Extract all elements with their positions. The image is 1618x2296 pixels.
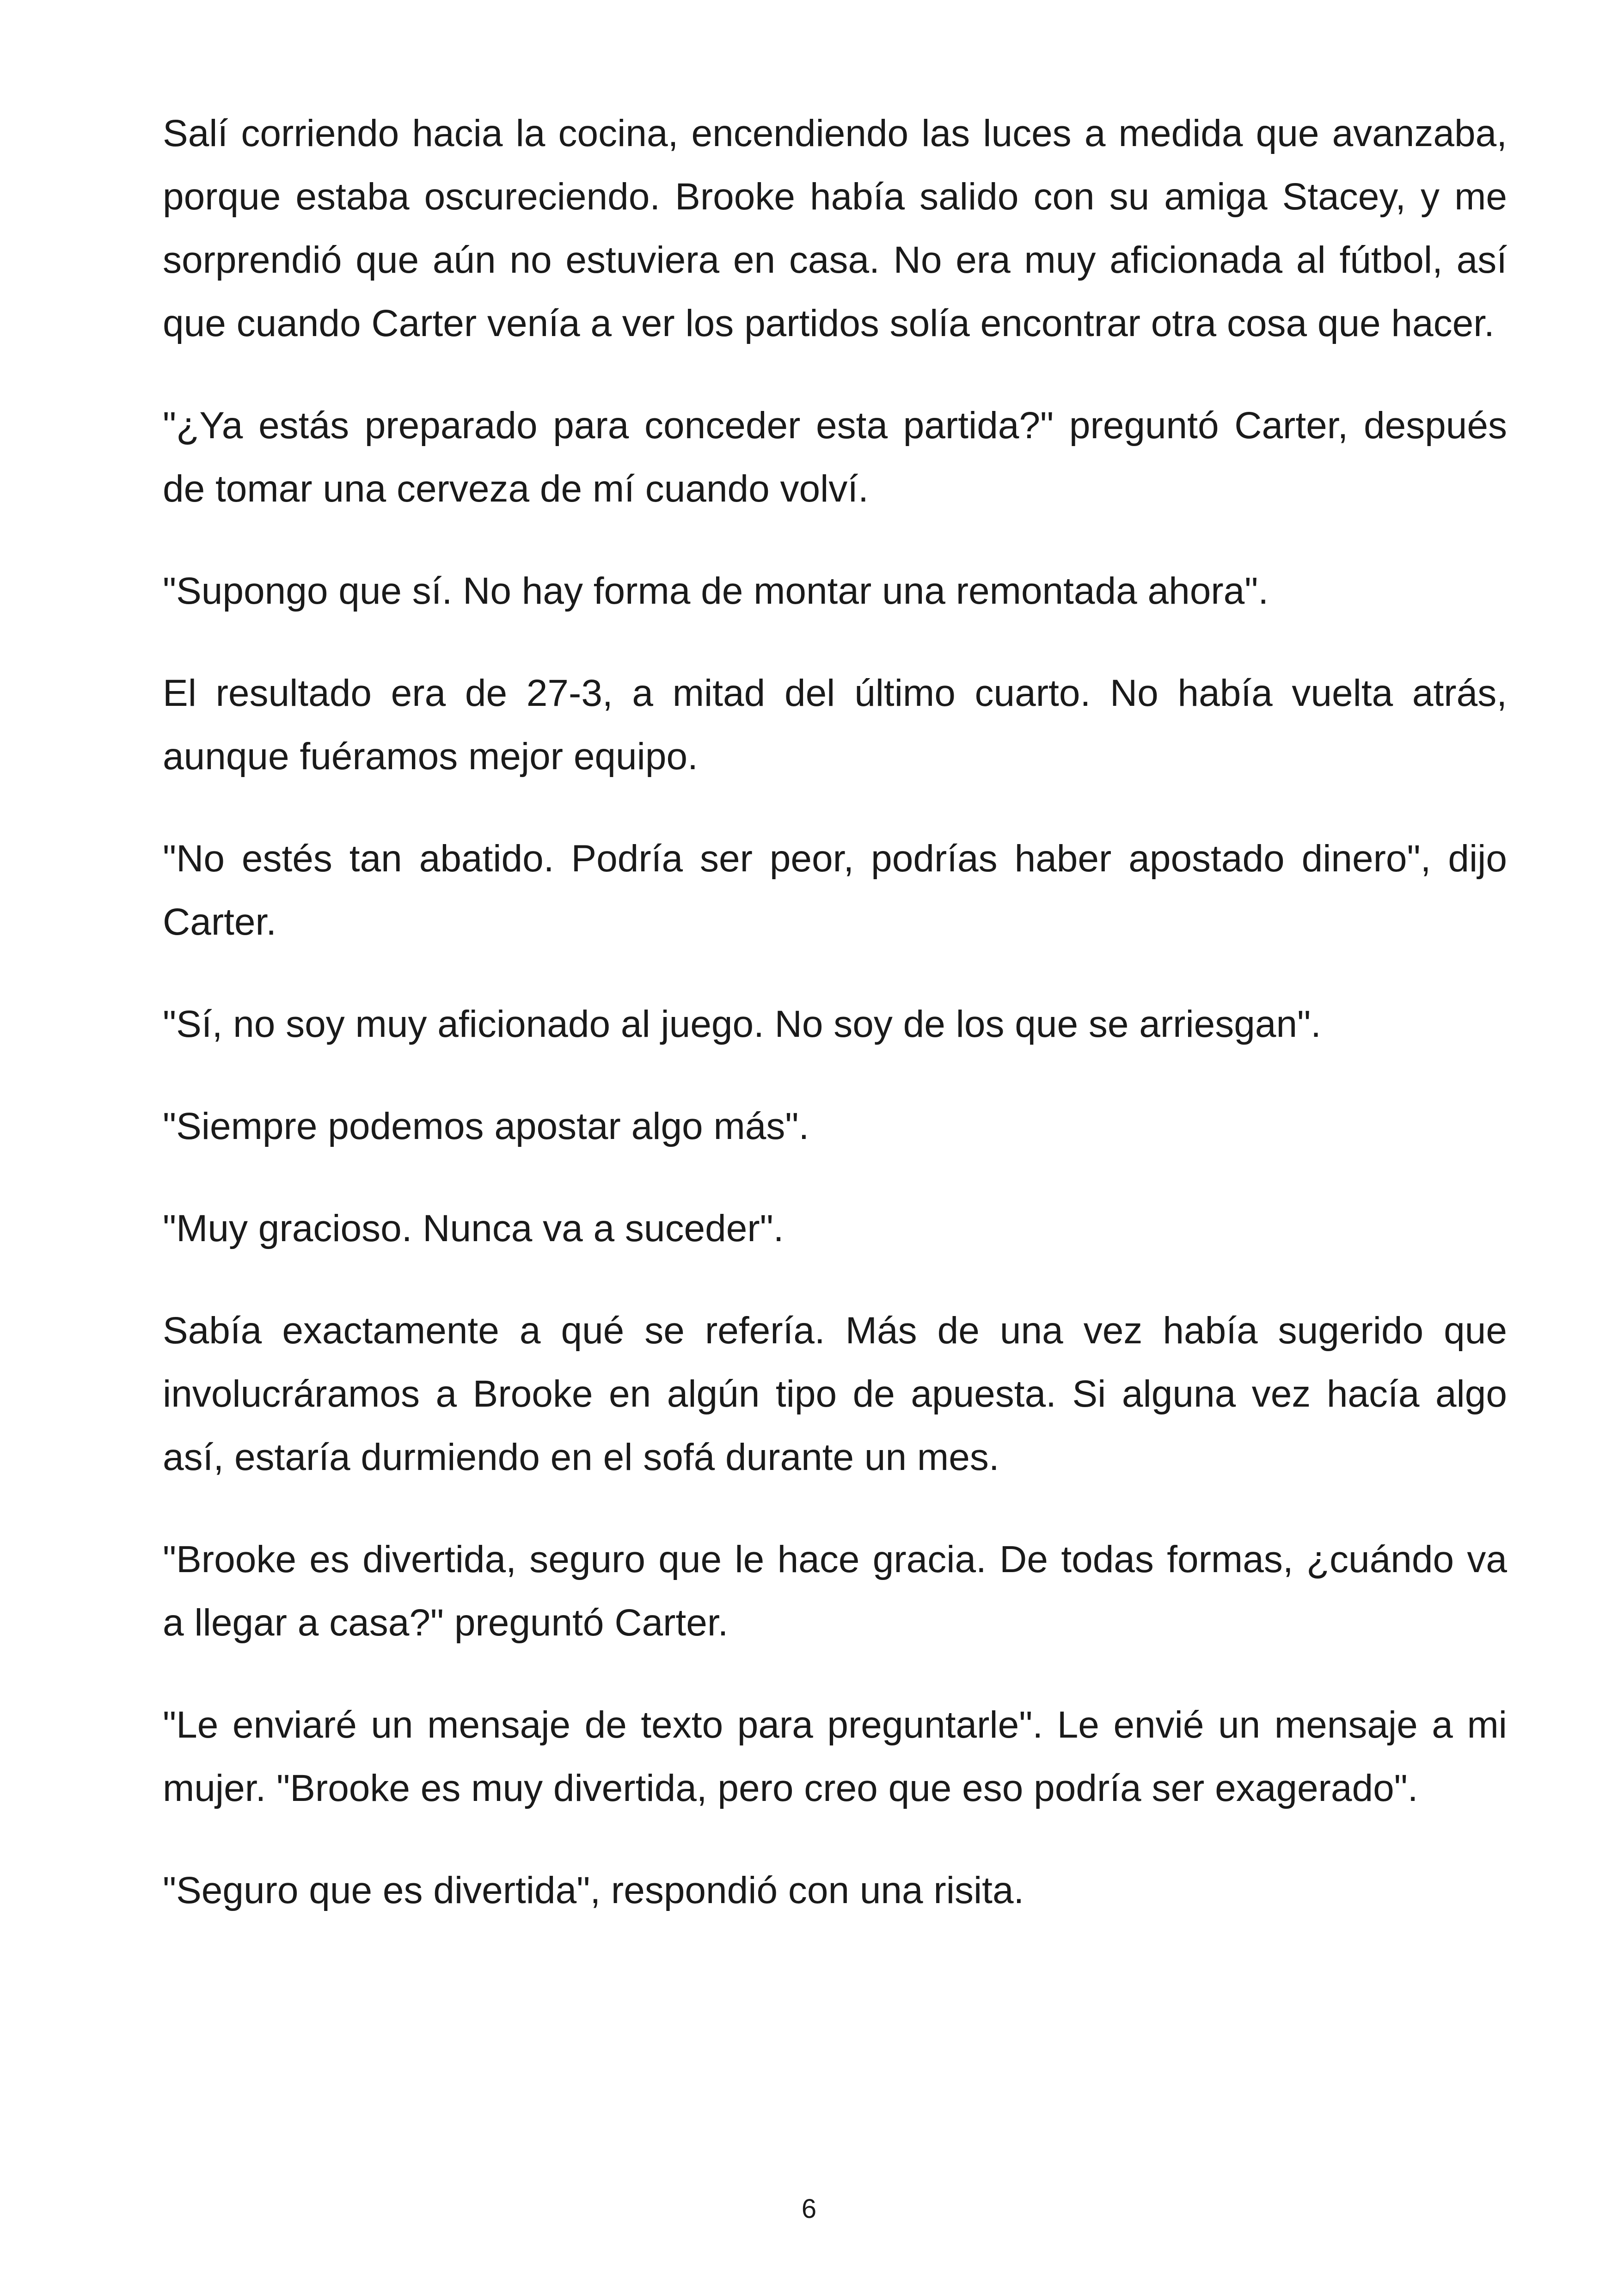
paragraph: El resultado era de 27-3, a mitad del último cuarto. No había vuelta atrás, aunque fuéramos mejor equipo.: [163, 672, 1507, 778]
paragraph: "¿Ya estás preparado para conceder esta partida?" preguntó Carter, después de tomar una cerveza de mí cuando volví.: [163, 404, 1507, 510]
paragraph: "Le enviaré un mensaje de texto para preguntarle". Le envié un mensaje a mi mujer. "Brooke es muy divertida, pero creo que eso podría ser exagerado".: [163, 1704, 1507, 1809]
paragraph: "Seguro que es divertida", respondió con una risita.: [163, 1869, 1024, 1911]
page-number: 6: [801, 2194, 817, 2224]
paragraph: "Brooke es divertida, seguro que le hace gracia. De todas formas, ¿cuándo va a llegar a casa?" preguntó Carter.: [163, 1538, 1507, 1644]
paragraph: "Supongo que sí. No hay forma de montar una remontada ahora".: [163, 570, 1269, 612]
body-text: [163, 102, 1507, 1961]
paragraph: "Siempre podemos apostar algo más".: [163, 1105, 809, 1147]
paragraph: "Muy gracioso. Nunca va a suceder".: [163, 1207, 784, 1249]
paragraph: "No estés tan abatido. Podría ser peor, podrías haber apostado dinero", dijo Carter.: [163, 838, 1507, 943]
paragraph: Sabía exactamente a qué se refería. Más de una vez había sugerido que involucráramos a Brooke en algún tipo de apuesta. Si alguna vez hacía algo así, estaría durmiendo en el sofá durante un mes.: [163, 1310, 1507, 1478]
paragraph: "Sí, no soy muy aficionado al juego. No soy de los que se arriesgan".: [163, 1003, 1321, 1045]
paragraph: Salí corriendo hacia la cocina, encendiendo las luces a medida que avanzaba, porque estaba oscureciendo. Brooke había salido con su amiga Stacey, y me sorprendió que aún no estuviera en casa. No era muy aficionada al fútbol, así que cuando Carter venía a ver los partidos solía encontrar otra cosa que hacer.: [163, 112, 1507, 344]
